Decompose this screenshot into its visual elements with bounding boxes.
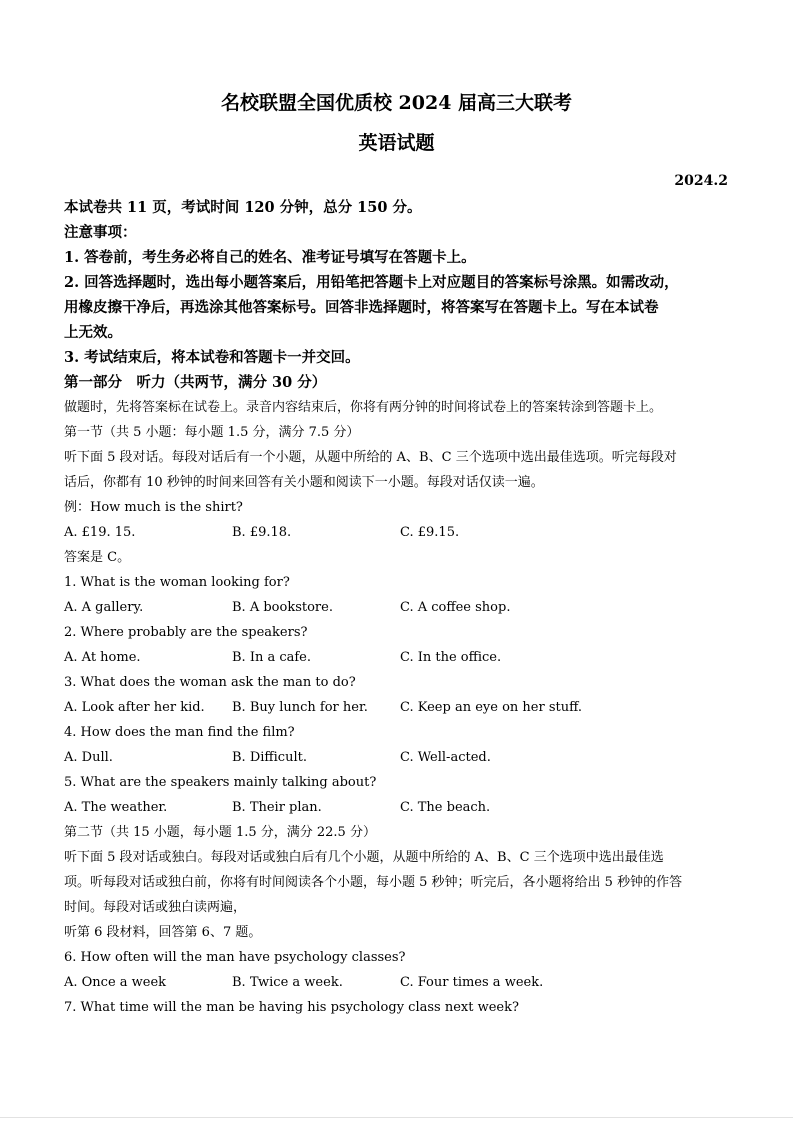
question-5-option-b: B. Their plan. bbox=[232, 800, 322, 815]
question-1-option-a: A. A gallery. bbox=[64, 600, 144, 615]
example-answer: 答案是 C。 bbox=[64, 550, 131, 565]
note-3: 3. 考试结束后，将本试卷和答题卡一并交回。 bbox=[64, 349, 360, 366]
part1-intro: 做题时，先将答案标在试卷上。录音内容结束后，你将有两分钟的时间将试卷上的答案转涂到答题卡上。 bbox=[64, 400, 663, 415]
question-3-option-c: C. Keep an eye on her stuff. bbox=[400, 700, 582, 715]
section2-desc-line-2: 项。听每段对话或独白前，你将有时间阅读各个小题，每小题 5 秒钟；听完后，各小题将给出 5 秒钟的作答 bbox=[64, 875, 683, 890]
section2-desc-line-1: 听下面 5 段对话或独白。每段对话或独白后有几个小题，从题中所给的 A、B、C 三个选项中选出最佳选 bbox=[64, 850, 664, 865]
section1-desc-line-1: 听下面 5 段对话。每段对话后有一个小题，从题中所给的 A、B、C 三个选项中选出最佳选项。听完每段对 bbox=[64, 450, 677, 465]
section2-desc-line-3: 时间。每段对话或独白读两遍， bbox=[64, 900, 247, 915]
question-2-option-a: A. At home. bbox=[64, 650, 141, 665]
material-6-heading: 听第 6 段材料，回答第 6、7 题。 bbox=[64, 925, 262, 940]
section1-desc-line-2: 话后，你都有 10 秒钟的时间来回答有关小题和阅读下一小题。每段对话仅读一遍。 bbox=[64, 475, 544, 490]
question-5: 5. What are the speakers mainly talking about? bbox=[64, 775, 377, 790]
question-6: 6. How often will the man have psychology classes? bbox=[64, 950, 406, 965]
example-option-a: A. £19. 15. bbox=[64, 525, 136, 540]
question-7: 7. What time will the man be having his psychology class next week? bbox=[64, 1000, 519, 1015]
question-6-option-c: C. Four times a week. bbox=[400, 975, 544, 990]
example-option-b: B. £9.18. bbox=[232, 525, 292, 540]
section2-heading: 第二节（共 15 小题，每小题 1.5 分，满分 22.5 分） bbox=[64, 825, 376, 840]
question-4-option-c: C. Well-acted. bbox=[400, 750, 491, 765]
question-4-option-a: A. Dull. bbox=[64, 750, 113, 765]
question-3: 3. What does the woman ask the man to do? bbox=[64, 675, 356, 690]
question-3-option-b: B. Buy lunch for her. bbox=[232, 700, 368, 715]
notes-heading: 注意事项： bbox=[64, 224, 137, 241]
note-2-line-1: 2. 回答选择题时，选出每小题答案后，用铅笔把答题卡上对应题目的答案标号涂黑。如需改动， bbox=[64, 274, 679, 291]
note-2-line-3: 上无效。 bbox=[64, 324, 122, 341]
note-2-line-2: 用橡皮擦干净后，再选涂其他答案标号。回答非选择题时，将答案写在答题卡上。写在本试卷 bbox=[64, 299, 659, 316]
exam-summary: 本试卷共 11 页，考试时间 120 分钟，总分 150 分。 bbox=[64, 199, 422, 216]
part1-heading: 第一部分 听力（共两节，满分 30 分） bbox=[64, 374, 327, 391]
question-2-option-c: C. In the office. bbox=[400, 650, 502, 665]
question-6-option-b: B. Twice a week. bbox=[232, 975, 343, 990]
question-1-option-c: C. A coffee shop. bbox=[400, 600, 511, 615]
question-1-option-b: B. A bookstore. bbox=[232, 600, 333, 615]
question-5-option-a: A. The weather. bbox=[64, 800, 168, 815]
note-1: 1. 答卷前，考生务必将自己的姓名、准考证号填写在答题卡上。 bbox=[64, 249, 476, 266]
question-3-option-a: A. Look after her kid. bbox=[64, 700, 205, 715]
question-5-option-c: C. The beach. bbox=[400, 800, 491, 815]
exam-subtitle: 英语试题 bbox=[358, 132, 435, 154]
question-4-option-b: B. Difficult. bbox=[232, 750, 307, 765]
page-bottom-divider bbox=[0, 1117, 793, 1118]
example-option-c: C. £9.15. bbox=[400, 525, 460, 540]
example-question: 例：How much is the shirt? bbox=[64, 500, 243, 515]
exam-date: 2024.2 bbox=[674, 173, 728, 189]
question-1: 1. What is the woman looking for? bbox=[64, 575, 290, 590]
question-4: 4. How does the man find the film? bbox=[64, 725, 295, 740]
exam-title: 名校联盟全国优质校 2024 届高三大联考 bbox=[220, 92, 573, 114]
question-2-option-b: B. In a cafe. bbox=[232, 650, 312, 665]
question-2: 2. Where probably are the speakers? bbox=[64, 625, 308, 640]
question-6-option-a: A. Once a week bbox=[64, 975, 167, 990]
section1-heading: 第一节（共 5 小题：每小题 1.5 分，满分 7.5 分） bbox=[64, 425, 360, 440]
